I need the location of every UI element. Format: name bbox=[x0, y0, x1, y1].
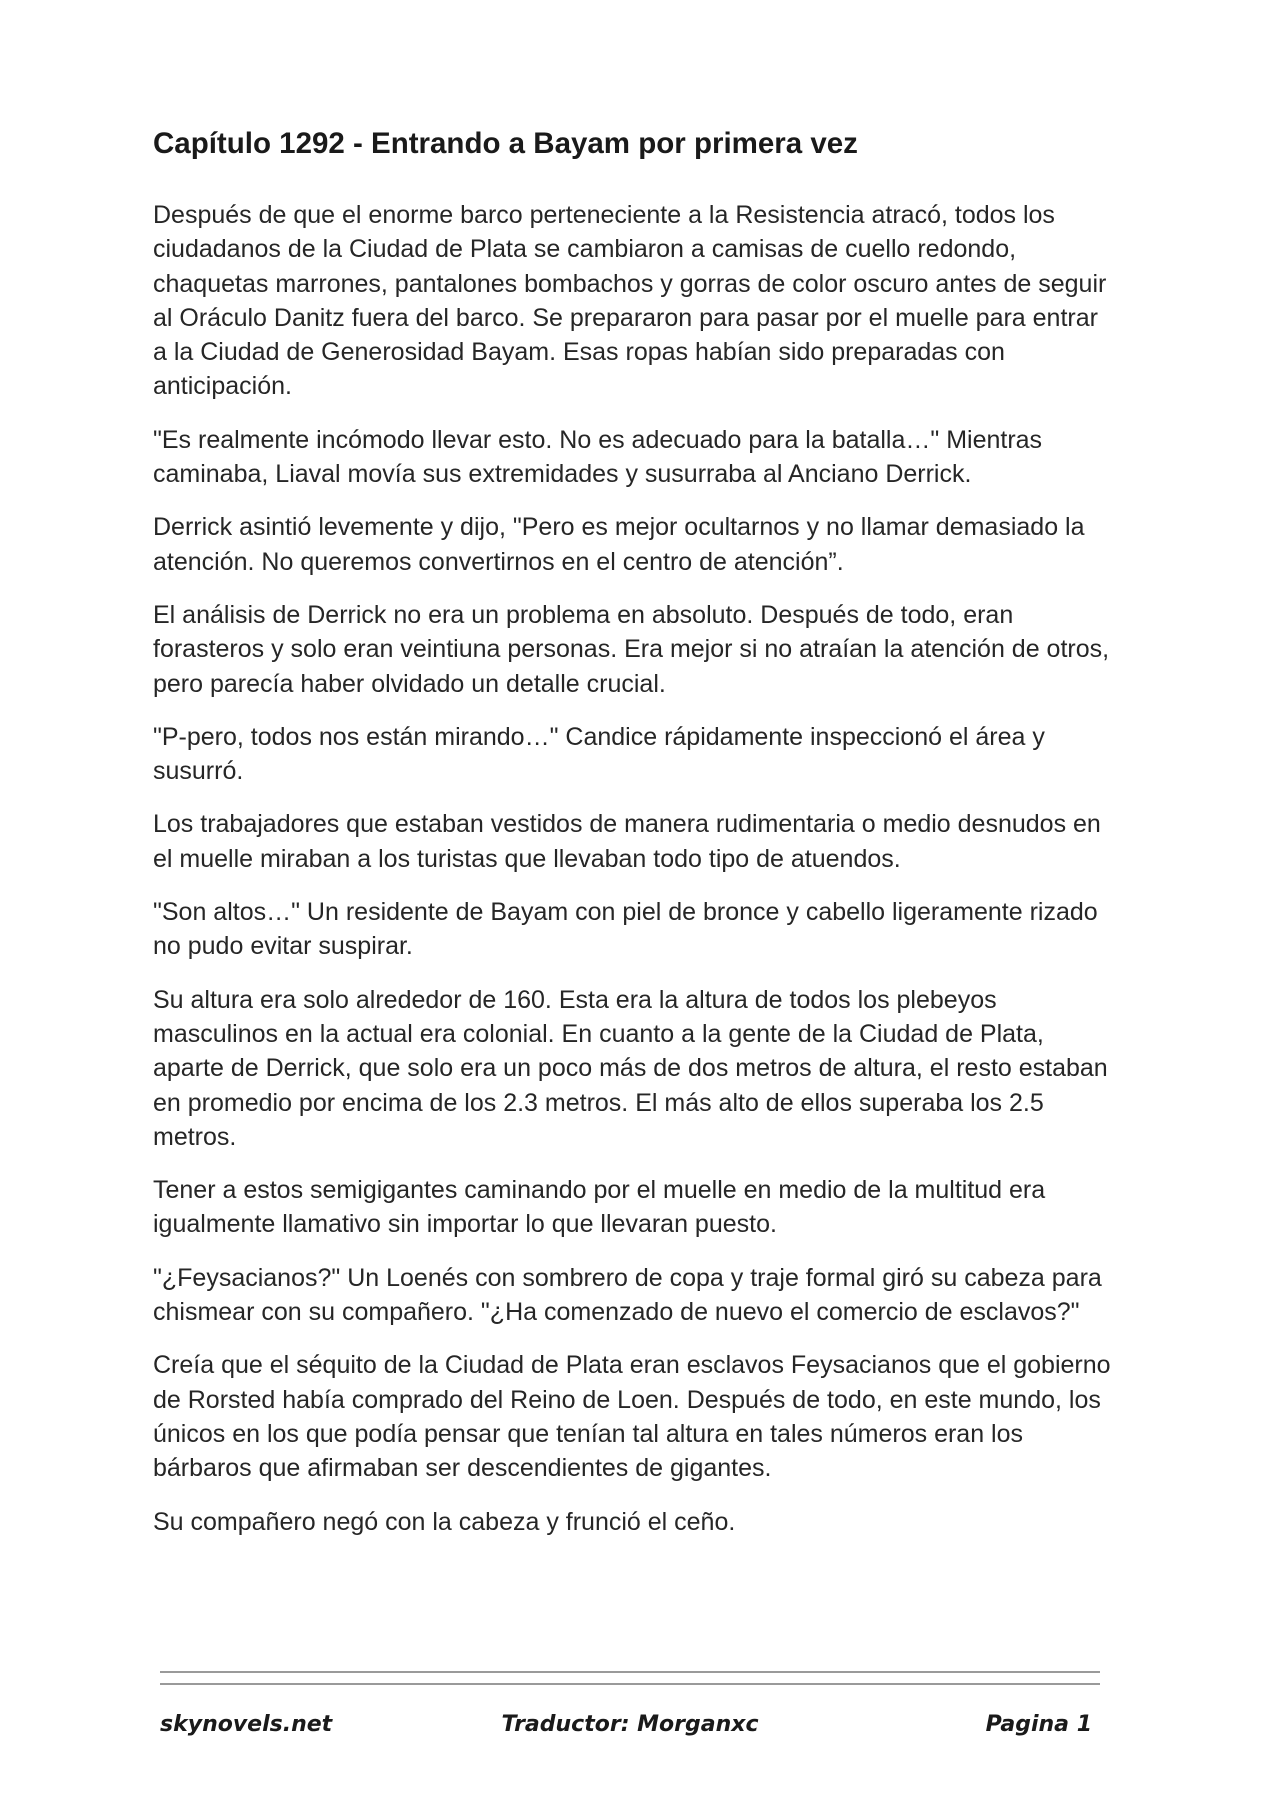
paragraph: "P-pero, todos nos están mirando…" Candice rápidamente inspeccionó el área y susurró. bbox=[153, 722, 1045, 786]
chapter-title: Capítulo 1292 - Entrando a Bayam por primera vez bbox=[153, 127, 858, 160]
paragraph: El análisis de Derrick no era un problema en absoluto. Después de todo, eran forasteros y solo eran veintiuna personas. Era mejor si no atraían la atención de otros, pero parecía haber olvidado un detalle crucial. bbox=[153, 600, 1110, 698]
paragraph: "Son altos…" Un residente de Bayam con piel de bronce y cabello ligeramente rizado no pudo evitar suspirar. bbox=[153, 898, 1098, 961]
footer-divider-bottom bbox=[160, 1683, 1100, 1685]
paragraph: Los trabajadores que estaban vestidos de manera rudimentaria o medio desnudos en el muelle miraban a los turistas que llevaban todo tipo de atuendos. bbox=[153, 810, 1101, 873]
paragraph: Después de que el enorme barco perteneciente a la Resistencia atracó, todos los ciudadanos de la Ciudad de Plata se cambiaron a camisas de cuello redondo, chaquetas marrones, pantalones bombachos y gorras de color oscuro antes de seguir al Oráculo Danitz fuera del barco. Se prepararon para pasar por el muelle para entrar a la Ciudad de Generosidad Bayam. Esas ropas habían sido preparadas con anticipación. bbox=[153, 201, 1107, 401]
page-footer bbox=[160, 1712, 1100, 1752]
footer-divider-top bbox=[160, 1671, 1100, 1673]
paragraph: "¿Feysacianos?" Un Loenés con sombrero de copa y traje formal giró su cabeza para chismear con su compañero. "¿Ha comenzado de nuevo el comercio de esclavos?" bbox=[153, 1263, 1102, 1327]
paragraph: Tener a estos semigigantes caminando por el muelle en medio de la multitud era igualmente llamativo sin importar lo que llevaran puesto. bbox=[153, 1176, 1046, 1239]
paragraph: Su altura era solo alrededor de 160. Esta era la altura de todos los plebeyos masculinos en la actual era colonial. En cuanto a la gente de la Ciudad de Plata, aparte de Derrick, que solo era un poco más de dos metros de altura, el resto estaban en promedio por encima de los 2.3 metros. El más alto de ellos superaba los 2.5 metros. bbox=[153, 985, 1108, 1151]
footer-page-number: Pagina 1 bbox=[985, 1712, 1092, 1737]
paragraph: "Es realmente incómodo llevar esto. No es adecuado para la batalla…" Mientras caminaba, Liaval movía sus extremidades y susurraba al Anciano Derrick. bbox=[153, 425, 1043, 489]
paragraph: Creía que el séquito de la Ciudad de Plata eran esclavos Feysacianos que el gobierno de Rorsted había comprado del Reino de Loen. Después de todo, en este mundo, los únicos en los que podía pensar que tenían tal altura en tales números eran los bárbaros que afirmaban ser descendientes de gigantes. bbox=[153, 1351, 1111, 1483]
paragraph: Su compañero negó con la cabeza y frunció el ceño. bbox=[153, 1507, 736, 1536]
footer-site: skynovels.net bbox=[160, 1712, 333, 1737]
paragraph: Derrick asintió levemente y dijo, "Pero es mejor ocultarnos y no llamar demasiado la atención. No queremos convertirnos en el centro de atención”. bbox=[153, 513, 1085, 576]
footer-translator: Traductor: Morganxc bbox=[501, 1712, 759, 1737]
document-body bbox=[153, 100, 1113, 1558]
